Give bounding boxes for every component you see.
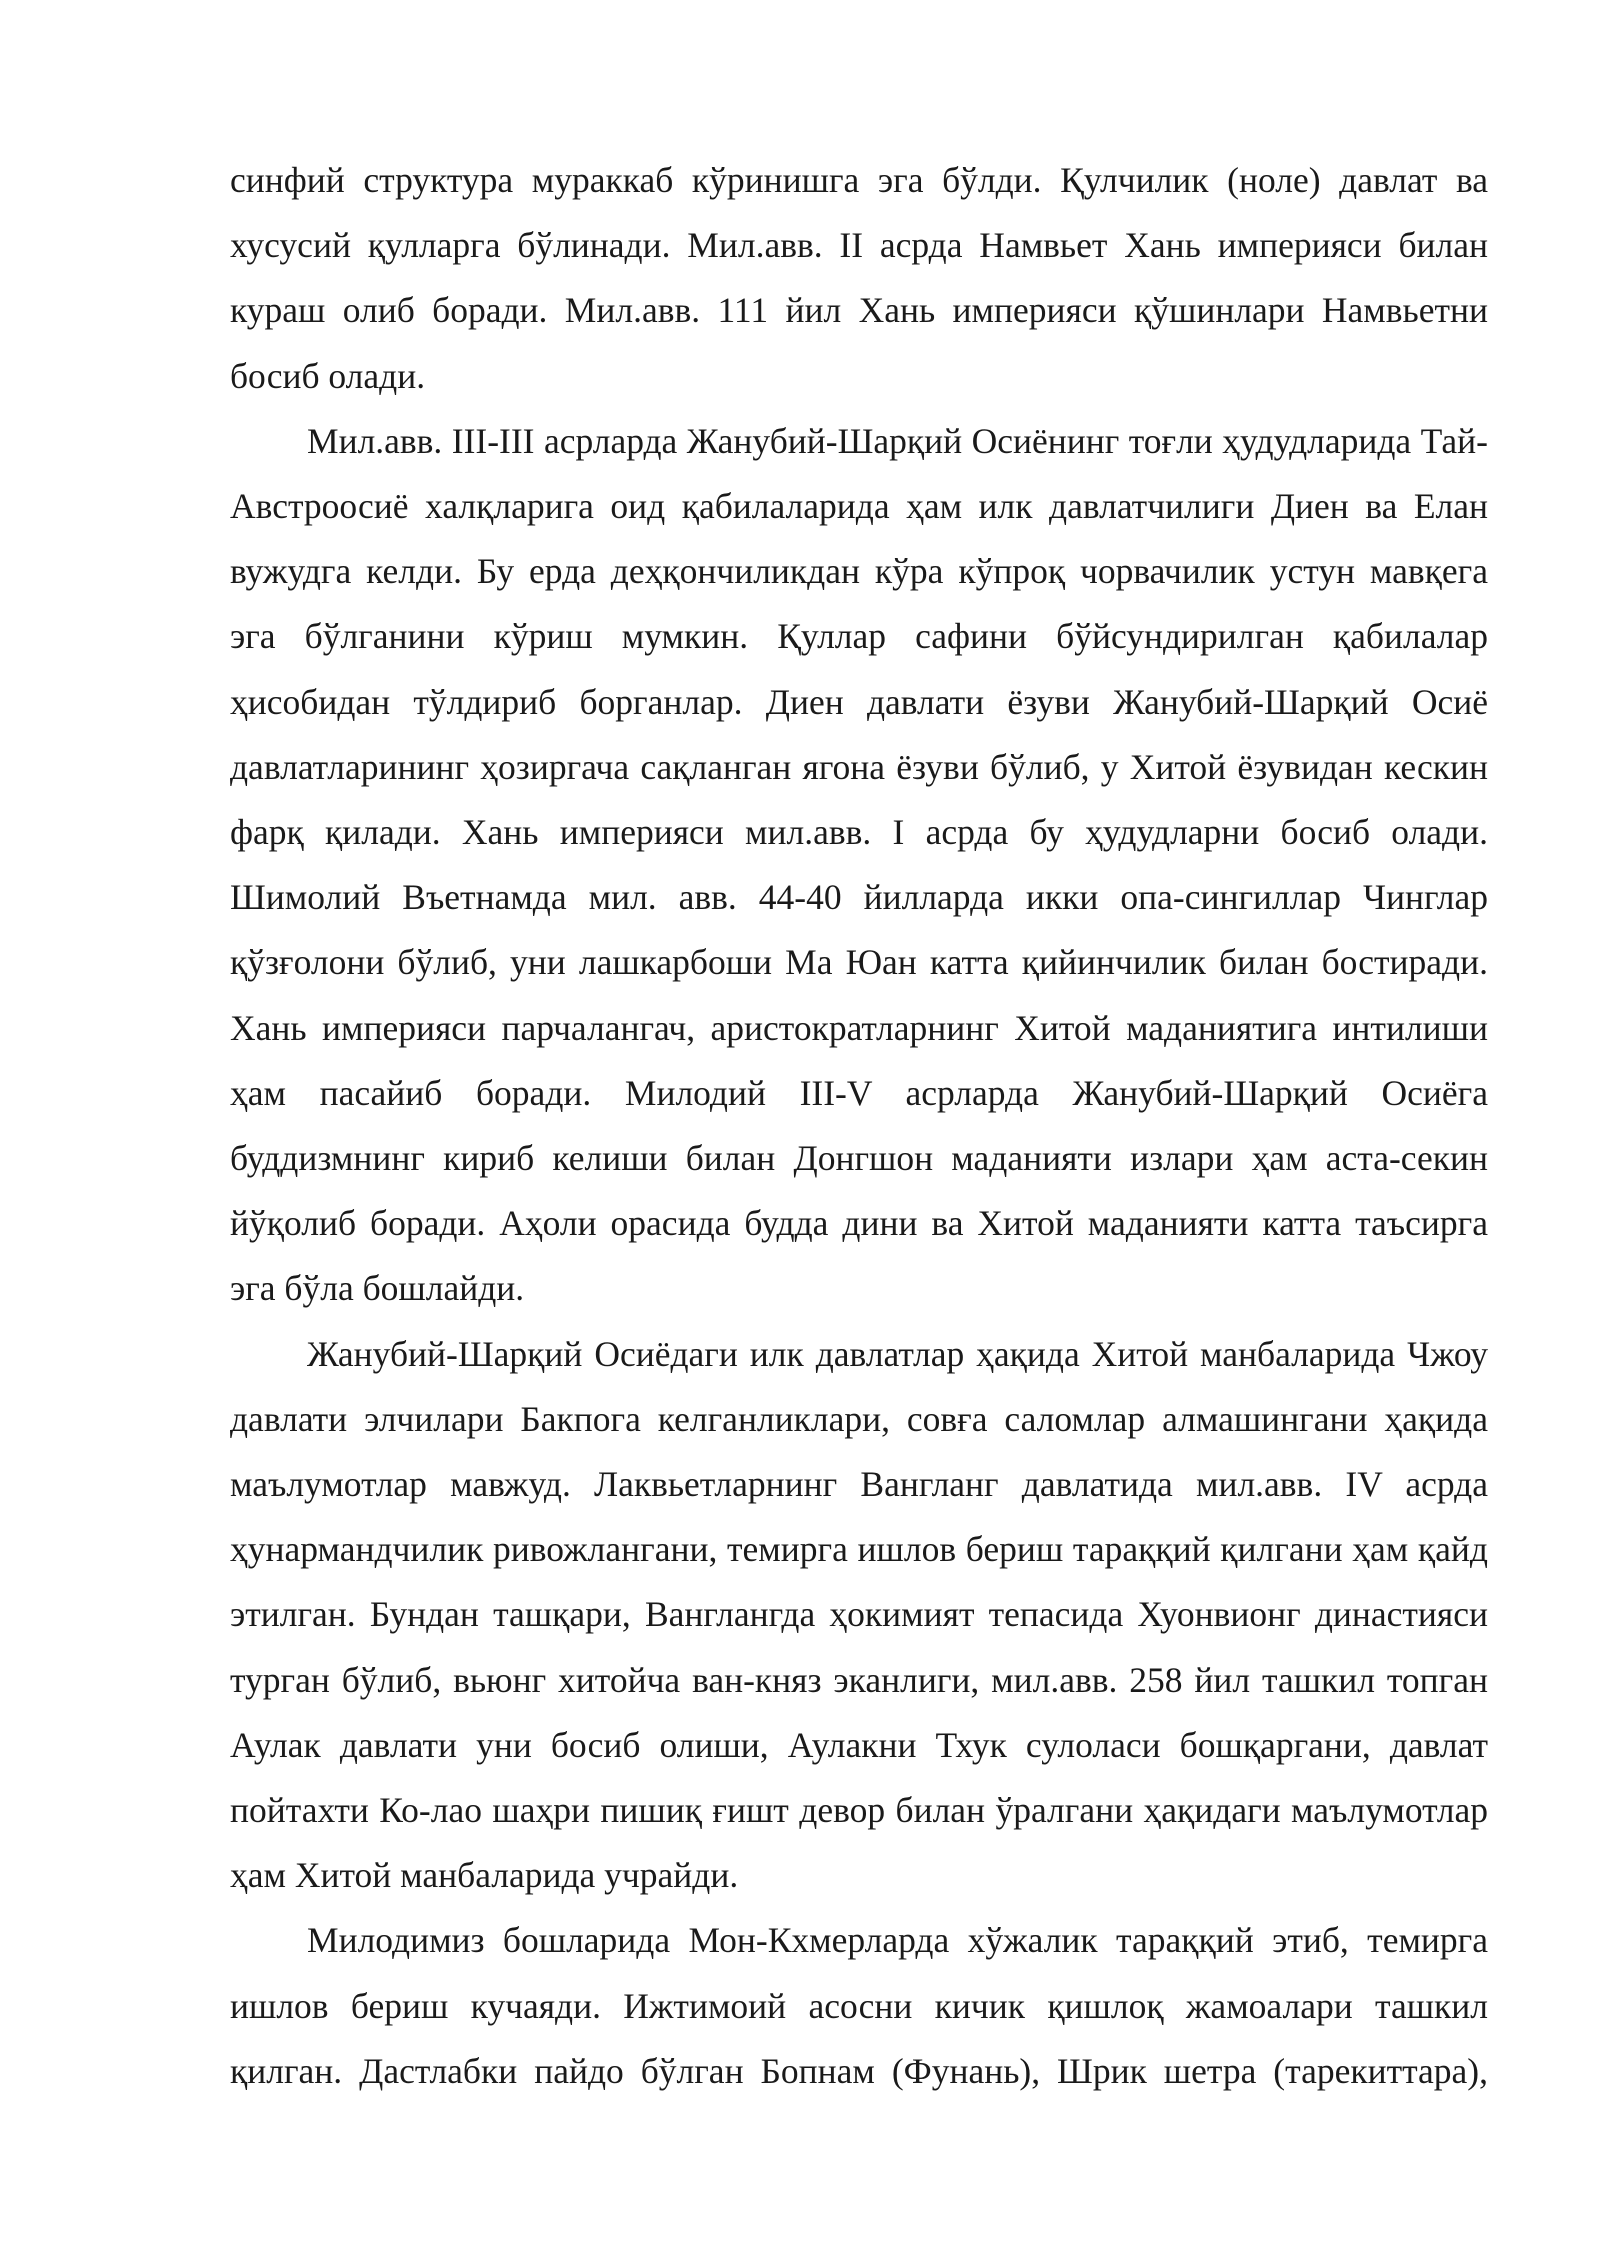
paragraph-4: Милодимиз бошларида Мон-Кхмерларда хўжалик тараққий этиб, темирга ишлов бериш кучаяди. Ижтимоий асосни кичик қишлоқ жамоалари ташкил қилган. Дастлабки пайдо бўлган Бопнам (Фунань), Шрик шетра (тарекиттара), <box>230 1920 1488 2091</box>
paragraph-1: синфий структура мураккаб кўринишга эга бўлди. Қулчилик (ноле) давлат ва хусусий қулларга бўлинади. Мил.авв. II асрда Намвьет Хань империяси билан кураш олиб боради. Мил.авв. 111 йил Хань империяси қўшинлари Намвьетни босиб олади. <box>230 160 1488 396</box>
document-body <box>230 148 1488 2104</box>
paragraph-3: Жанубий-Шарқий Осиёдаги илк давлатлар ҳақида Хитой манбаларида Чжоу давлати элчилари Бакпога келганликлари, совға саломлар алмашингани ҳақида маълумотлар мавжуд. Лаквьетларнинг Вангланг давлатида мил.авв. IV асрда ҳунармандчилик ривожлангани, темирга ишлов бериш тараққий қилгани ҳам қайд этилган. Бундан ташқари, Ванглангда ҳокимият тепасида Хуонвионг династияси турган бўлиб, вьюнг хитойча ван-княз эканлиги, мил.авв. 258 йил ташкил топган Аулак давлати уни босиб олиши, Аулакни Тхук сулоласи бошқаргани, давлат пойтахти Ко-лао шаҳри пишиқ ғишт девор билан ўралгани ҳақидаги маълумотлар ҳам Хитой манбаларида учрайди. <box>230 1333 1488 1896</box>
paragraph-2: Мил.авв. III-III асрларда Жанубий-Шарқий Осиёнинг тоғли ҳудудларида Тай-Австроосиё халқларига оид қабилаларида ҳам илк давлатчилиги Диен ва Елан вужудга келди. Бу ерда деҳқончиликдан кўра кўпроқ чорвачилик устун мавқега эга бўлганини кўриш мумкин. Қуллар сафини бўйсундирилган қабилалар ҳисобидан тўлдириб борганлар. Диен давлати ёзуви Жанубий-Шарқий Осиё давлатларининг ҳозиргача сақланган ягона ёзуви бўлиб, у Хитой ёзувидан кескин фарқ қилади. Хань империяси мил.авв. I асрда бу ҳудудларни босиб олади. Шимолий Въетнамда мил. авв. 44-40 йилларда икки опа-сингиллар Чинглар қўзғолони бўлиб, уни лашкарбоши Ма Юан катта қийинчилик билан бостиради. Хань империяси парчалангач, аристократларнинг Хитой маданиятига интилиши ҳам пасайиб боради. Милодий III-V асрларда Жанубий-Шарқий Осиёга буддизмнинг кириб келиши билан Донгшон маданияти излари ҳам аста-секин йўқолиб боради. Аҳоли орасида будда дини ва Хитой маданияти катта таъсирга эга бўла бошлайди. <box>230 420 1488 1309</box>
